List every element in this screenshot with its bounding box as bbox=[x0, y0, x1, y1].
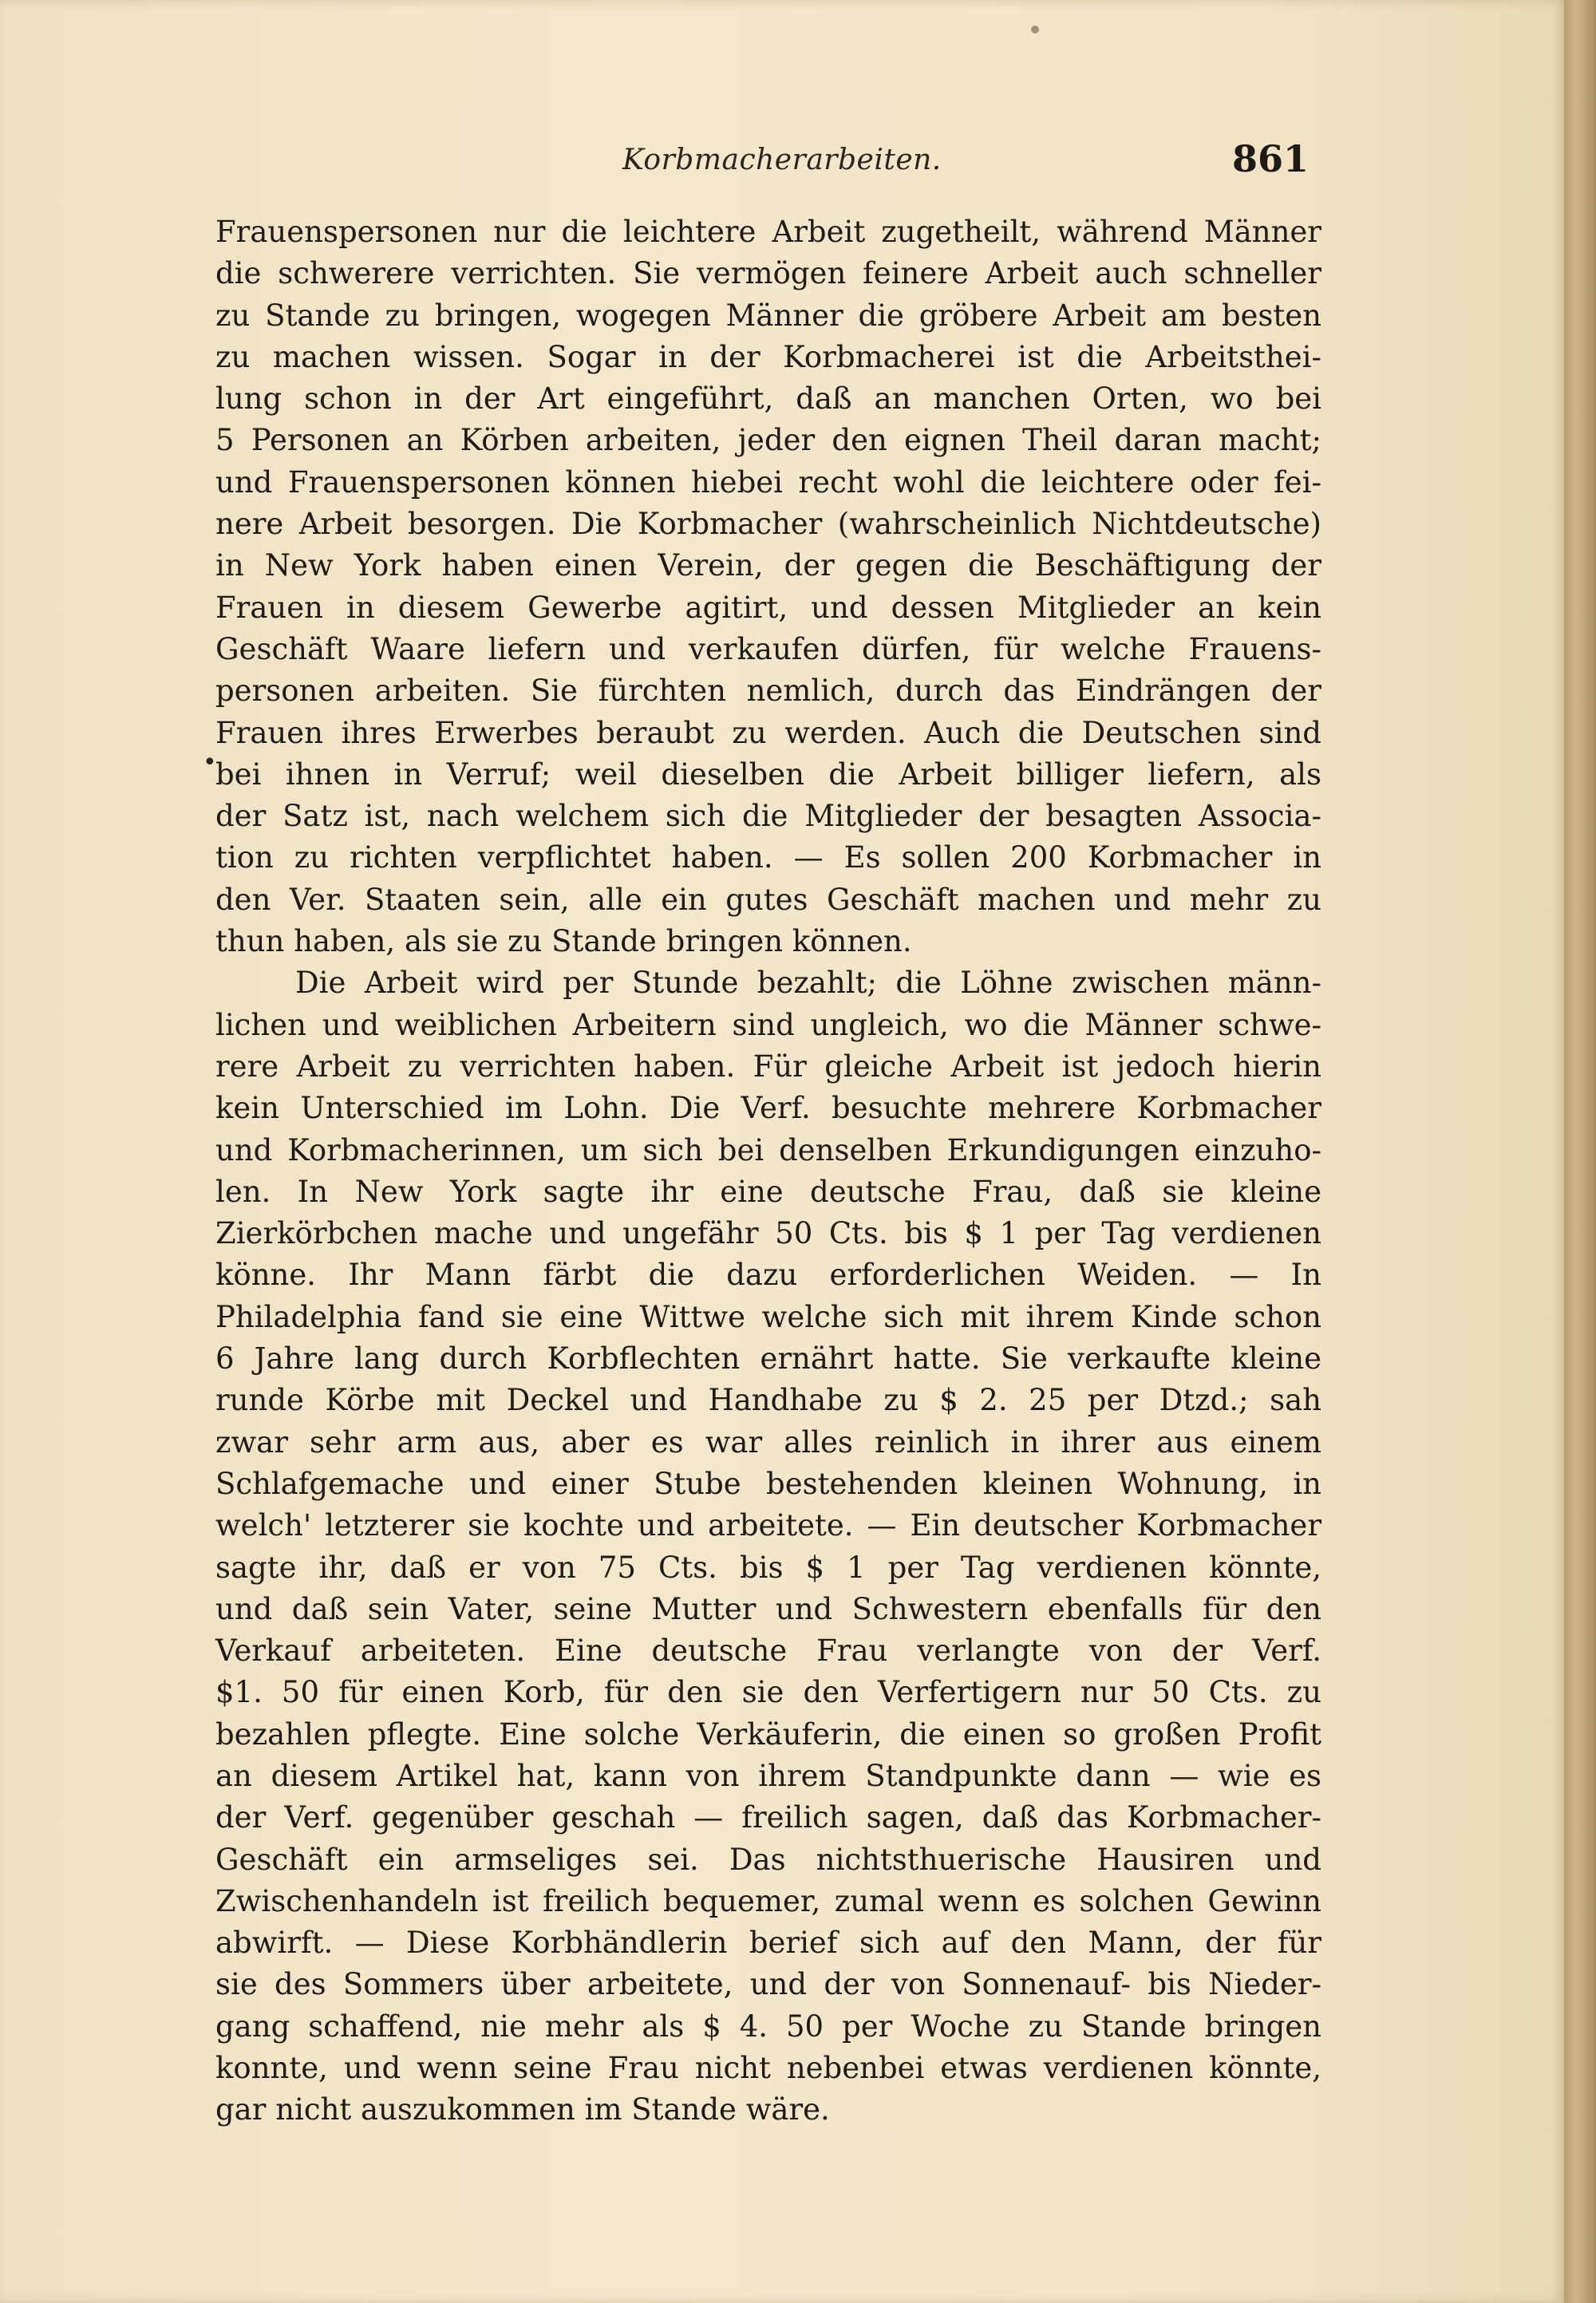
text-line: den Ver. Staaten sein, alle ein gutes Geschäft machen und mehr zu bbox=[215, 882, 1321, 917]
paragraph-end-line: gar nicht auszukommen im Stande wäre. bbox=[215, 2092, 830, 2127]
text-line: und Frauenspersonen können hiebei recht wohl die leichtere oder fei- bbox=[215, 464, 1321, 500]
body-text bbox=[215, 211, 1321, 2131]
text-line: der Satz ist, nach welchem sich die Mitglieder der besagten Associa- bbox=[215, 799, 1321, 834]
ink-spot bbox=[1031, 26, 1039, 34]
running-header bbox=[215, 137, 1333, 192]
text-line: zu machen wissen. Sogar in der Korbmacherei ist die Arbeitsthei- bbox=[215, 339, 1321, 374]
text-line: $1. 50 für einen Korb, für den sie den Verfertigern nur 50 Cts. zu bbox=[215, 1675, 1321, 1710]
text-line: nere Arbeit besorgen. Die Korbmacher (wahrscheinlich Nichtdeutsche) bbox=[215, 507, 1321, 542]
text-line: Zierkörbchen mache und ungefähr 50 Cts. bis $ 1 per Tag verdienen bbox=[215, 1216, 1321, 1251]
text-line: 5 Personen an Körben arbeiten, jeder den eignen Theil daran macht; bbox=[215, 423, 1321, 458]
text-line: abwirft. — Diese Korbhändlerin berief sich auf den Mann, der für bbox=[215, 1926, 1321, 1961]
text-line: an diesem Artikel hat, kann von ihrem Standpunkte dann — wie es bbox=[215, 1758, 1321, 1793]
text-line: konnte, und wenn seine Frau nicht nebenbei etwas verdienen könnte, bbox=[215, 2051, 1321, 2086]
text-line: lichen und weiblichen Arbeitern sind ungleich, wo die Männer schwe- bbox=[215, 1007, 1321, 1042]
text-line: sie des Sommers über arbeitete, und der von Sonnenauf- bis Nieder- bbox=[215, 1967, 1321, 2002]
text-line: in New York haben einen Verein, der gegen die Beschäftigung der bbox=[215, 548, 1321, 583]
text-line: Verkauf arbeiteten. Eine deutsche Frau verlangte von der Verf. bbox=[215, 1633, 1321, 1669]
text-line: und Korbmacherinnen, um sich bei denselben Erkundigungen einzuho- bbox=[215, 1132, 1321, 1167]
text-line: personen arbeiten. Sie fürchten nemlich, durch das Eindrängen der bbox=[215, 674, 1321, 709]
text-line: tion zu richten verpflichtet haben. — Es sollen 200 Korbmacher in bbox=[215, 840, 1321, 875]
text-line: bezahlen pflegte. Eine solche Verkäuferin, die einen so großen Profit bbox=[215, 1716, 1321, 1752]
text-line: Geschäft Waare liefern und verkaufen dürfen, für welche Frauens- bbox=[215, 631, 1321, 666]
text-line: welch' letzterer sie kochte und arbeitete. — Ein deutscher Korbmacher bbox=[215, 1508, 1321, 1543]
paragraph-end-line: thun haben, als sie zu Stande bringen können. bbox=[215, 924, 912, 959]
text-line: gang schaffend, nie mehr als $ 4. 50 per Woche zu Stande bringen bbox=[215, 2009, 1321, 2044]
page-number: 861 bbox=[1231, 137, 1309, 180]
book-edge bbox=[1564, 0, 1596, 2303]
text-line: 6 Jahre lang durch Korbflechten ernährt hatte. Sie verkaufte kleine bbox=[215, 1341, 1321, 1377]
text-line: könne. Ihr Mann färbt die dazu erforderlichen Weiden. — In bbox=[215, 1258, 1321, 1293]
text-line: der Verf. gegenüber geschah — freilich sagen, daß das Korbmacher- bbox=[215, 1800, 1321, 1835]
text-line: lung schon in der Art eingeführt, daß an manchen Orten, wo bei bbox=[215, 381, 1321, 417]
text-line: Frauenspersonen nur die leichtere Arbeit zugetheilt, während Männer bbox=[215, 215, 1321, 249]
paragraph-start-line: Die Arbeit wird per Stunde bezahlt; die Löhne zwischen männ- bbox=[295, 966, 1321, 1001]
text-line: len. In New York sagte ihr eine deutsche Frau, daß sie kleine bbox=[215, 1174, 1321, 1209]
text-line: zwar sehr arm aus, aber es war alles reinlich in ihrer aus einem bbox=[215, 1424, 1321, 1460]
text-line: Geschäft ein armseliges sei. Das nichtsthuerische Hausiren und bbox=[215, 1842, 1321, 1877]
text-line: rere Arbeit zu verrichten haben. Für gleiche Arbeit ist jedoch hierin bbox=[215, 1049, 1321, 1084]
text-line: Frauen ihres Erwerbes beraubt zu werden. Auch die Deutschen sind bbox=[215, 715, 1321, 750]
text-line: Philadelphia fand sie eine Wittwe welche sich mit ihrem Kinde schon bbox=[215, 1299, 1321, 1334]
text-line: bei ihnen in Verruf; weil dieselben die Arbeit billiger liefern, als bbox=[215, 756, 1321, 792]
text-line: sagte ihr, daß er von 75 Cts. bis $ 1 per Tag verdienen könnte, bbox=[215, 1550, 1321, 1585]
text-line: und daß sein Vater, seine Mutter und Schwestern ebenfalls für den bbox=[215, 1591, 1321, 1626]
text-line: runde Körbe mit Deckel und Handhabe zu $ 2. 25 per Dtzd.; sah bbox=[215, 1383, 1321, 1418]
text-line: die schwerere verrichten. Sie vermögen feinere Arbeit auch schneller bbox=[215, 256, 1321, 291]
text-line: Zwischenhandeln ist freilich bequemer, zumal wenn es solchen Gewinn bbox=[215, 1883, 1321, 1918]
margin-mark: • bbox=[203, 749, 217, 776]
text-line: Frauen in diesem Gewerbe agitirt, und dessen Mitglieder an kein bbox=[215, 590, 1321, 625]
text-line: zu Stande zu bringen, wogegen Männer die gröbere Arbeit am besten bbox=[215, 298, 1321, 333]
running-title: Korbmacherarbeiten. bbox=[622, 144, 942, 176]
text-line: Schlafgemache und einer Stube bestehenden kleinen Wohnung, in bbox=[215, 1466, 1321, 1501]
text-line: kein Unterschied im Lohn. Die Verf. besuchte mehrere Korbmacher bbox=[215, 1091, 1321, 1126]
